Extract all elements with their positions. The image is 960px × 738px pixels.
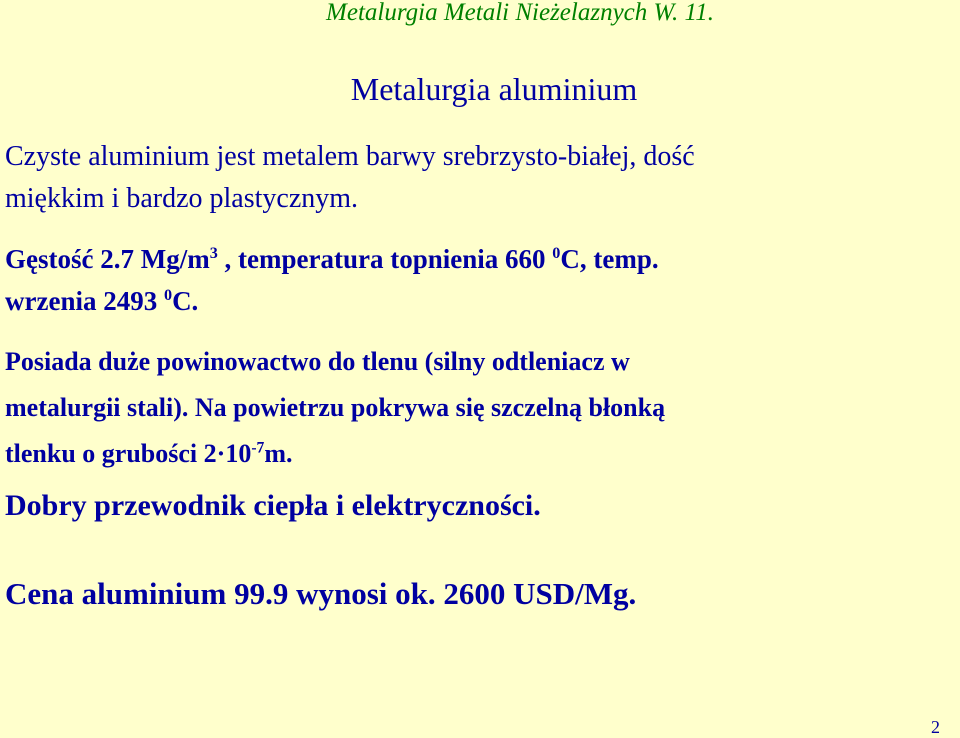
degree-mark-boiling: 0 [163, 286, 173, 304]
slide-header: Metalurgia Metali Nieżelaznych W. 11. [326, 0, 714, 26]
melting-unit-text: C, temp. [560, 244, 659, 274]
boiling-unit-text: C. [172, 286, 199, 316]
paragraph-conductor: Dobry przewodnik ciepła i elektryczności. [5, 489, 541, 522]
paragraph-oxygen [5, 339, 955, 477]
paragraph-description-line1: Czyste aluminium jest metalem barwy srebrzysto-białej, dość [5, 141, 695, 172]
degree-mark-melting: 0 [552, 244, 561, 262]
density-text: Gęstość 2.7 Mg/m [5, 244, 210, 274]
paragraph-oxygen-line2: metalurgii stali). Na powietrzu pokrywa się szczelną błonką [5, 393, 666, 422]
page-number: 2 [931, 717, 940, 737]
paragraph-description [5, 136, 955, 220]
paragraph-oxygen-line3-end: m. [264, 439, 293, 468]
boiling-text: wrzenia 2493 [5, 286, 164, 316]
thickness-exponent: -7 [251, 439, 265, 457]
paragraph-price: Cena aluminium 99.9 wynosi ok. 2600 USD/Mg. [5, 576, 637, 611]
paragraph-description-line2: miękkim i bardzo plastycznym. [5, 183, 359, 214]
paragraph-oxygen-line3: tlenku o grubości 2·10 [5, 439, 252, 468]
paragraph-oxygen-line1: Posiada duże powinowactwo do tlenu (silny odtleniacz w [5, 347, 630, 376]
density-exponent: 3 [209, 244, 218, 262]
paragraph-properties [5, 238, 955, 322]
melting-text: , temperatura topnienia 660 [217, 244, 553, 274]
slide-title: Metalurgia aluminium [350, 71, 638, 107]
